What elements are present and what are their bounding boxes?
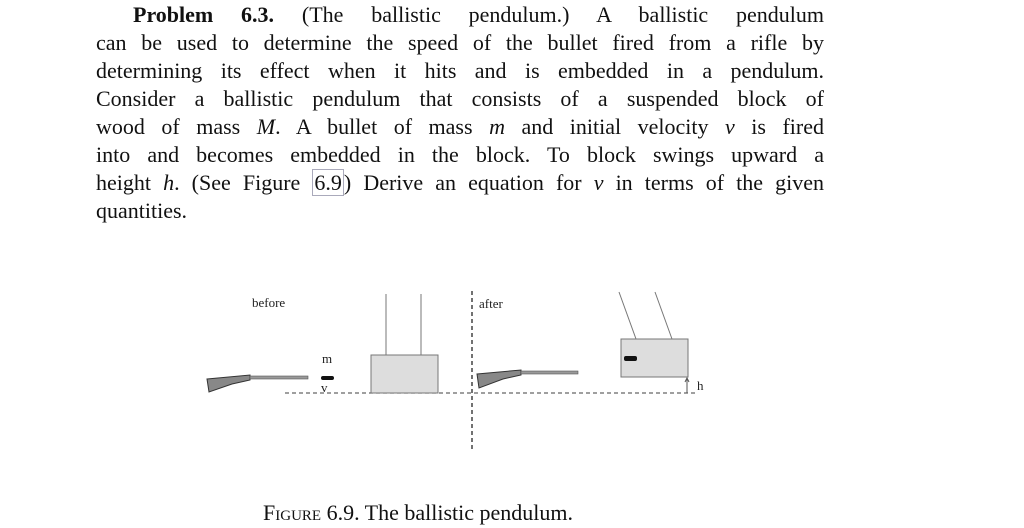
figure-reference-link[interactable]: 6.9 bbox=[314, 170, 342, 195]
text: and initial velocity bbox=[504, 114, 725, 139]
text: is fired bbox=[734, 114, 825, 139]
pendulum-block-before bbox=[371, 355, 438, 393]
problem-heading: Problem 6.3. bbox=[133, 2, 275, 27]
text: determining its effect when it hits and is embedded in a pendulum. bbox=[96, 58, 824, 83]
string bbox=[619, 292, 636, 339]
math-M: M bbox=[256, 114, 276, 139]
text: . (See Figure bbox=[174, 170, 313, 195]
math-h: h bbox=[163, 170, 175, 195]
text: in terms of the given bbox=[603, 170, 825, 195]
text: height bbox=[96, 170, 164, 195]
text: quantities. bbox=[96, 198, 188, 223]
text: (The ballistic pendulum.) A ballistic pendulum bbox=[274, 2, 824, 27]
text: can be used to determine the speed of the bullet fired from a rifle by bbox=[96, 30, 824, 55]
mass-label: m bbox=[322, 351, 333, 366]
velocity-label: v bbox=[321, 380, 328, 395]
caption-text: The ballistic pendulum. bbox=[359, 500, 574, 525]
before-label: before bbox=[252, 295, 286, 310]
math-v: v bbox=[593, 170, 604, 195]
rifle-before-icon bbox=[207, 375, 308, 392]
after-label: after bbox=[479, 296, 503, 311]
height-label: h bbox=[697, 378, 704, 393]
embedded-bullet-icon bbox=[624, 356, 637, 361]
caption-prefix: Figure bbox=[263, 500, 322, 525]
text: ) Derive an equation for bbox=[343, 170, 594, 195]
rifle-after-icon bbox=[477, 370, 578, 388]
string bbox=[655, 292, 672, 339]
math-m: m bbox=[489, 114, 505, 139]
text: . A bullet of mass bbox=[275, 114, 490, 139]
text: Consider a ballistic pendulum that consists of a suspended block of bbox=[96, 86, 824, 111]
text: into and becomes embedded in the block. To block swings upward a bbox=[96, 142, 824, 167]
math-v: v bbox=[725, 114, 735, 139]
caption-number: 6.9. bbox=[321, 500, 360, 525]
figure-caption bbox=[263, 500, 573, 526]
text: wood of mass bbox=[96, 114, 257, 139]
